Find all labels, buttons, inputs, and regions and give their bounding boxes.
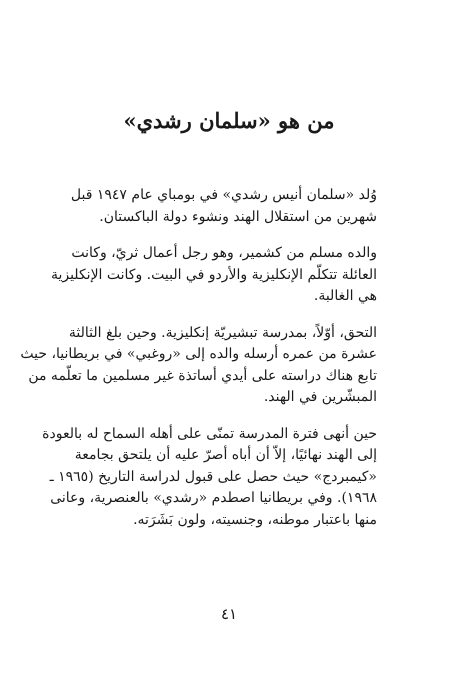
text-line: هي الغالبة. [313,288,377,304]
text-line: والده مسلم من كشمير، وهو رجل أعمال ثريّ، وكانت [71,245,377,261]
paragraph-schooling [20,323,391,409]
paragraph-family [50,243,391,308]
text-line: ١٩٦٨). وفي بريطانيا اصطدم «رشدي» بالعنصرية، وعانى [50,490,377,506]
paragraph-university [42,424,391,532]
chapter-title: من هو «سلمان رشدي» [123,108,335,133]
text-line: شهرين من استقلال الهند ونشوء دولة الباكستان. [99,208,377,225]
text-line: التحق، أوّلاً، بمدرسة تبشيريّة إنكليزية. وحين بلغ الثالثة [68,324,377,341]
page-number: ٤١ [220,605,238,623]
text-line: «كيمبردج» حيث حصل على قبول لدراسة التاريخ (١٩٦٥ ـ [49,468,377,485]
text-line: العائلة تتكلّم الإنكليزية والأردو في البيت. وكانت الإنكليزية [50,266,377,283]
text-line: تابع هناك دراسته على أيدي أساتذة غير مسلمين ما تعلّمه من [28,367,377,384]
paragraph-birth [61,185,391,228]
text-line: إلى الهند نهائيًا، إلاّ أن أباه أصرّ عليه أن يلتحق بجامعة [74,447,377,463]
text-line: عشرة من عمره أرسله والده إلى «روغبي» في بريطانيا، حيث [20,346,377,362]
text-line: وُلد «سلمان أنيس رشدي» في بومباي عام ١٩٤٧ قبل [70,187,377,203]
text-line: حين أنهى فترة المدرسة تمنّى على أهله السماح له بالعودة [42,425,377,442]
body-text [20,185,391,546]
text-line: المبشّرين في الهند. [263,389,377,405]
text-line: منها باعتبار موطنه، وجنسيته، ولون بَشَرَته. [133,511,377,528]
